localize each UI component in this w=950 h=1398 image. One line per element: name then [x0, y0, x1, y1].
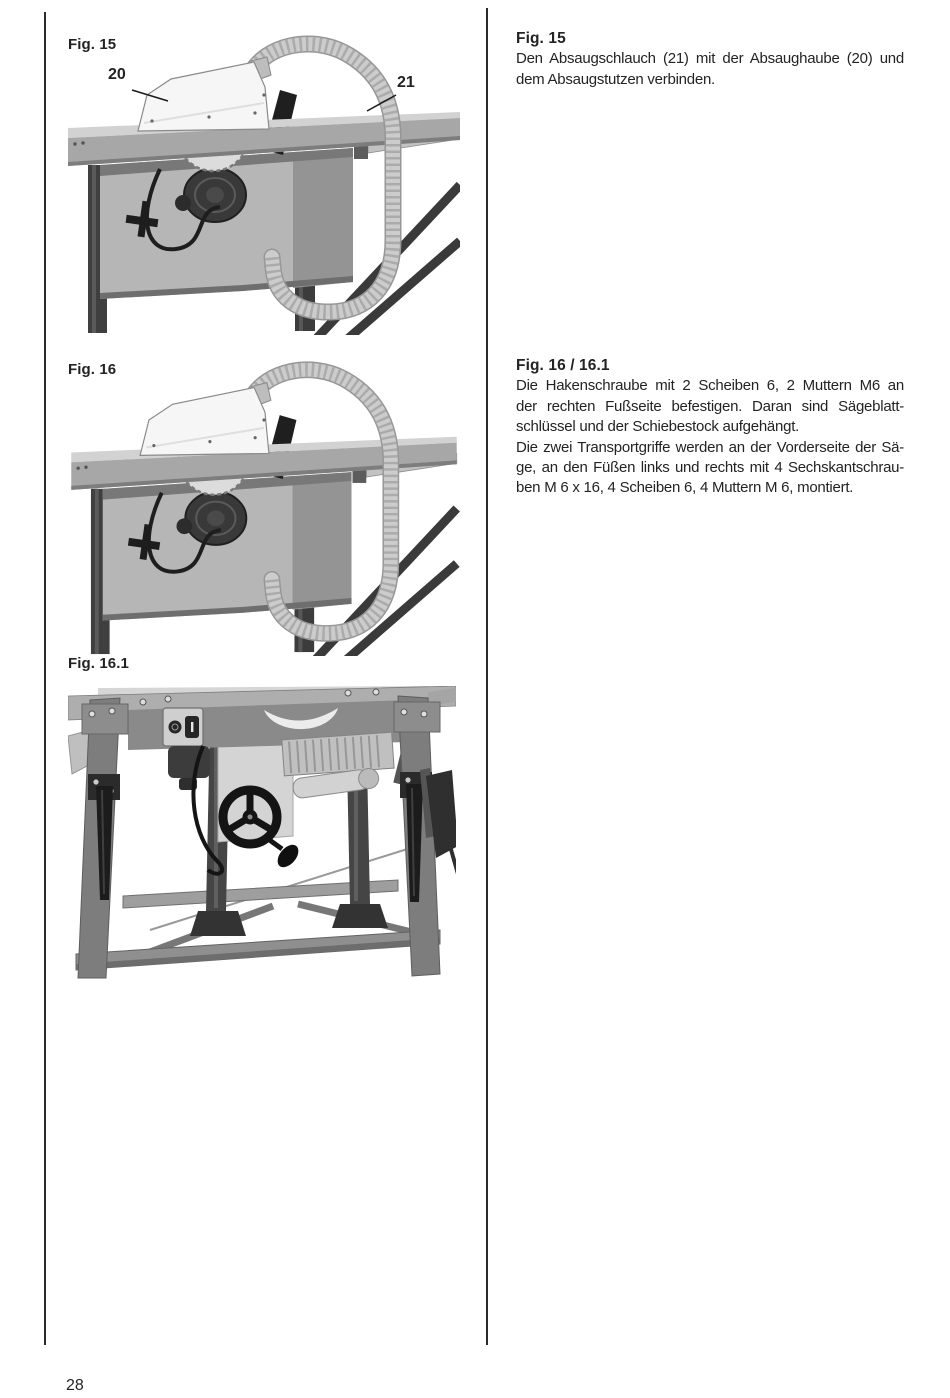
instruction-line: dem Absaugstutzen verbinden.	[516, 70, 715, 88]
motor-housing	[168, 746, 210, 790]
instruction-line: ben M 6 x 16, 4 Scheiben 6, 4 Muttern M 6, montiert.	[516, 479, 854, 497]
callout-20-absaughaube: 20	[108, 66, 126, 83]
page-number: 28	[66, 1377, 84, 1394]
fig16-1-label: Fig. 16.1	[68, 655, 129, 672]
instruction-heading: Fig. 16 / 16.1	[516, 357, 610, 374]
callout-21-absaugschlauch: 21	[397, 74, 415, 91]
instruction-block-fig15	[516, 29, 904, 90]
instruction-heading: Fig. 15	[516, 30, 566, 47]
fig16-label: Fig. 16	[68, 361, 117, 378]
instruction-block-fig16	[516, 356, 904, 499]
left-column-rule	[44, 12, 46, 1345]
instruction-line: Den Absaugschlauch (21) mit der Absaughaube (20) und	[516, 50, 904, 68]
instruction-line: Die Hakenschraube mit 2 Scheiben 6, 2 Muttern M6 an	[516, 377, 904, 395]
fig16-image	[68, 361, 460, 656]
fig16-1-image	[68, 686, 456, 986]
instruction-line: Die zwei Transportgriffe werden an der Vorderseite der Sä-	[516, 438, 904, 456]
base-frame	[76, 845, 440, 970]
instruction-line: ge, an den Füßen links und rechts mit 4 Sechskantschrau-	[516, 459, 904, 477]
instruction-line: der rechten Fußseite befestigen. Daran sind Sägeblatt-	[516, 397, 904, 415]
fig15-label: Fig. 15	[68, 36, 117, 53]
instruction-line: schlüssel und der Schiebestock aufgehängt.	[516, 418, 800, 436]
column-divider-rule	[486, 8, 488, 1345]
switch-box	[163, 708, 203, 746]
